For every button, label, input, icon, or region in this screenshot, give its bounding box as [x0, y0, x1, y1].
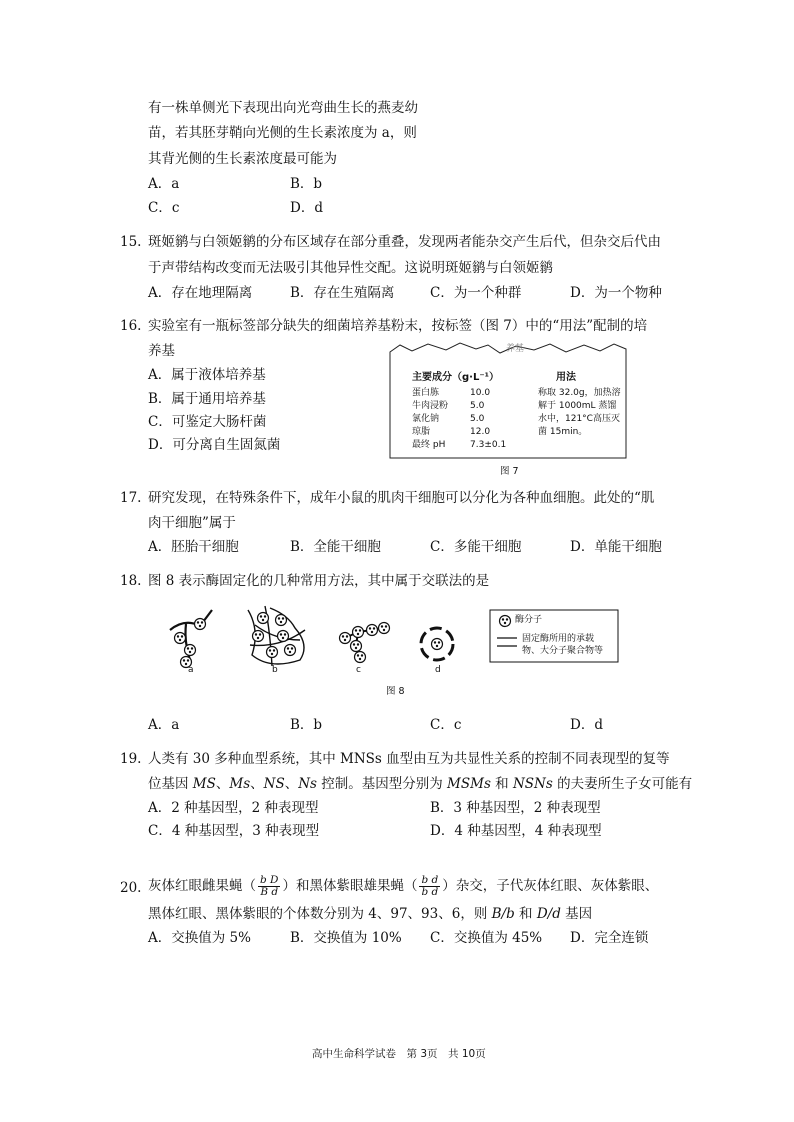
q19-option-c: C．4 种基因型，3 种表现型	[148, 823, 320, 839]
panel-c-crosslinking	[340, 623, 390, 663]
q19-option-a: A．2 种基因型，2 种表现型	[148, 800, 319, 816]
q17-option-c: C．多能干细胞	[430, 539, 522, 555]
q18-line-1: 图 8 表示酶固定化的几种常用方法，其中属于交联法的是	[148, 573, 490, 589]
q15-line-1: 斑姬鹟与白领姬鹟的分布区域存在部分重叠，发现两者能杂交产生后代，但杂交后代由	[148, 234, 661, 250]
q17-option-a: A．胚胎干细胞	[148, 539, 239, 555]
q18-option-a: A．a	[148, 717, 180, 733]
usage-line: 称取 32.0g，加热溶	[538, 388, 621, 398]
q16-option-a: A．属于液体培养基	[148, 367, 266, 383]
q20-option-d: D．完全连锁	[570, 930, 649, 946]
q14-line-1: 有一株单侧光下表现出向光弯曲生长的燕麦幼	[148, 100, 418, 116]
q17-number: 17.	[120, 490, 142, 506]
figure-7-caption: 图 7	[500, 466, 519, 477]
q20-option-c: C．交换值为 45%	[430, 930, 543, 946]
panel-label-b: b	[272, 665, 278, 675]
q20-line-1: 灰体红眼雌果蝇（ $\frac{\text{b D}}{\text{B d}}$ ）和黑体紫眼雄果蝇（ $\frac{\text{b d}}{\text{b d}}$ ）杂交，子代灰体红眼、灰体紫眼、	[148, 874, 659, 898]
label-header-ingredients: 主要成分（g·L⁻¹）	[412, 372, 499, 383]
q18-option-c: C．c	[430, 717, 462, 733]
q14-line-2: 苗，若其胚芽鞘向光侧的生长素浓度为 a，则	[148, 125, 417, 141]
ingredient-value: 7.3±0.1	[470, 440, 507, 450]
q18-option-b: B．b	[290, 717, 323, 733]
q14-option-a: A．a	[148, 176, 180, 192]
q16-number: 16.	[120, 318, 142, 334]
ingredient-value: 12.0	[470, 427, 491, 437]
q14-option-b: B．b	[290, 176, 323, 192]
ingredient-value: 5.0	[470, 401, 485, 411]
q20-number: 20.	[120, 880, 142, 896]
panel-label-a: a	[188, 665, 194, 675]
q16-option-c: C．可鉴定大肠杆菌	[148, 414, 267, 430]
ingredient-name: 牛肉浸粉	[412, 401, 449, 411]
q15-option-a: A．存在地理隔离	[148, 285, 253, 301]
panel-label-c: c	[356, 665, 361, 675]
q19-line-1: 人类有 30 多种血型系统，其中 MNSs 血型由互为共显性关系的控制不同表现型的复等	[148, 751, 670, 767]
q19-option-d: D．4 种基因型，4 种表现型	[430, 823, 602, 839]
usage-line: 解于 1000mL 蒸馏	[538, 401, 617, 411]
ingredient-value: 10.0	[470, 388, 491, 398]
usage-line: 水中，121°C高压灭	[538, 414, 620, 424]
genotype-fraction-female: $\frac{\text{b D}}{\text{B d}}$	[260, 874, 279, 898]
figure-7-label	[388, 340, 628, 460]
q15-number: 15.	[120, 234, 142, 250]
q16-line-2: 养基	[148, 343, 175, 359]
q19-option-b: B．3 种基因型，2 种表现型	[430, 800, 601, 816]
q20-line-2: 黑体红眼、黑体紫眼的个体数分别为 4、97、93、6，则 B/b 和 D/d 基因	[148, 906, 593, 922]
q14-option-d: D．d	[290, 200, 323, 216]
q18-number: 18.	[120, 573, 142, 589]
panel-b-embedding	[248, 606, 305, 666]
ingredient-name: 最终 pH	[412, 440, 446, 450]
torn-label-text: 养基	[506, 344, 525, 354]
legend-carrier-line-1: 固定酶所用的承载	[522, 634, 595, 644]
ingredient-name: 蛋白胨	[412, 388, 440, 398]
ingredient-name: 琼脂	[412, 427, 431, 437]
page-footer: 高中生命科学试卷 第 3页 共 10页	[312, 1048, 486, 1060]
ingredient-value: 5.0	[470, 414, 485, 424]
genotype-fraction-male: $\frac{\text{b d}}{\text{b d}}$	[421, 874, 439, 898]
q15-option-d: D．为一个物种	[570, 285, 662, 301]
q19-number: 19.	[120, 751, 142, 767]
q14-option-c: C．c	[148, 200, 180, 216]
figure-8-caption: 图 8	[386, 686, 405, 697]
q20-option-b: B．交换值为 10%	[290, 930, 402, 946]
legend-carrier-line-2: 物、大分子聚合物等	[522, 646, 604, 656]
panel-d-encapsulation	[421, 628, 453, 660]
q17-option-b: B．全能干细胞	[290, 539, 381, 555]
q16-line-1: 实验室有一瓶标签部分缺失的细菌培养基粉末，按标签（图 7）中的“用法”配制的培	[148, 318, 648, 334]
panel-a-adsorption	[170, 610, 212, 668]
q17-line-2: 肉干细胞”属于	[148, 515, 236, 531]
q17-line-1: 研究发现，在特殊条件下，成年小鼠的肌肉干细胞可以分化为各种血细胞。此处的“肌	[148, 490, 655, 506]
q15-line-2: 于声带结构改变而无法吸引其他异性交配。这说明斑姬鹟与白领姬鹟	[148, 260, 553, 276]
q16-option-b: B．属于通用培养基	[148, 391, 266, 407]
q14-line-3: 其背光侧的生长素浓度最可能为	[148, 151, 337, 167]
q18-option-d: D．d	[570, 717, 603, 733]
q20-option-a: A．交换值为 5%	[148, 930, 251, 946]
label-header-usage: 用法	[556, 372, 576, 383]
q19-line-2: 位基因 MS、Ms、NS、Ns 控制。基因型分别为 MSMs 和 NSNs 的夫妻所生子女可能有	[148, 776, 693, 792]
q15-option-b: B．存在生殖隔离	[290, 285, 395, 301]
panel-label-d: d	[435, 665, 441, 675]
ingredient-name: 氯化钠	[412, 414, 440, 424]
q15-option-c: C．为一个种群	[430, 285, 522, 301]
legend-enzyme-label: 酶分子	[515, 615, 543, 625]
q16-option-d: D．可分离自生固氮菌	[148, 437, 281, 453]
q17-option-d: D．单能干细胞	[570, 539, 662, 555]
usage-line: 菌 15min。	[538, 427, 588, 437]
